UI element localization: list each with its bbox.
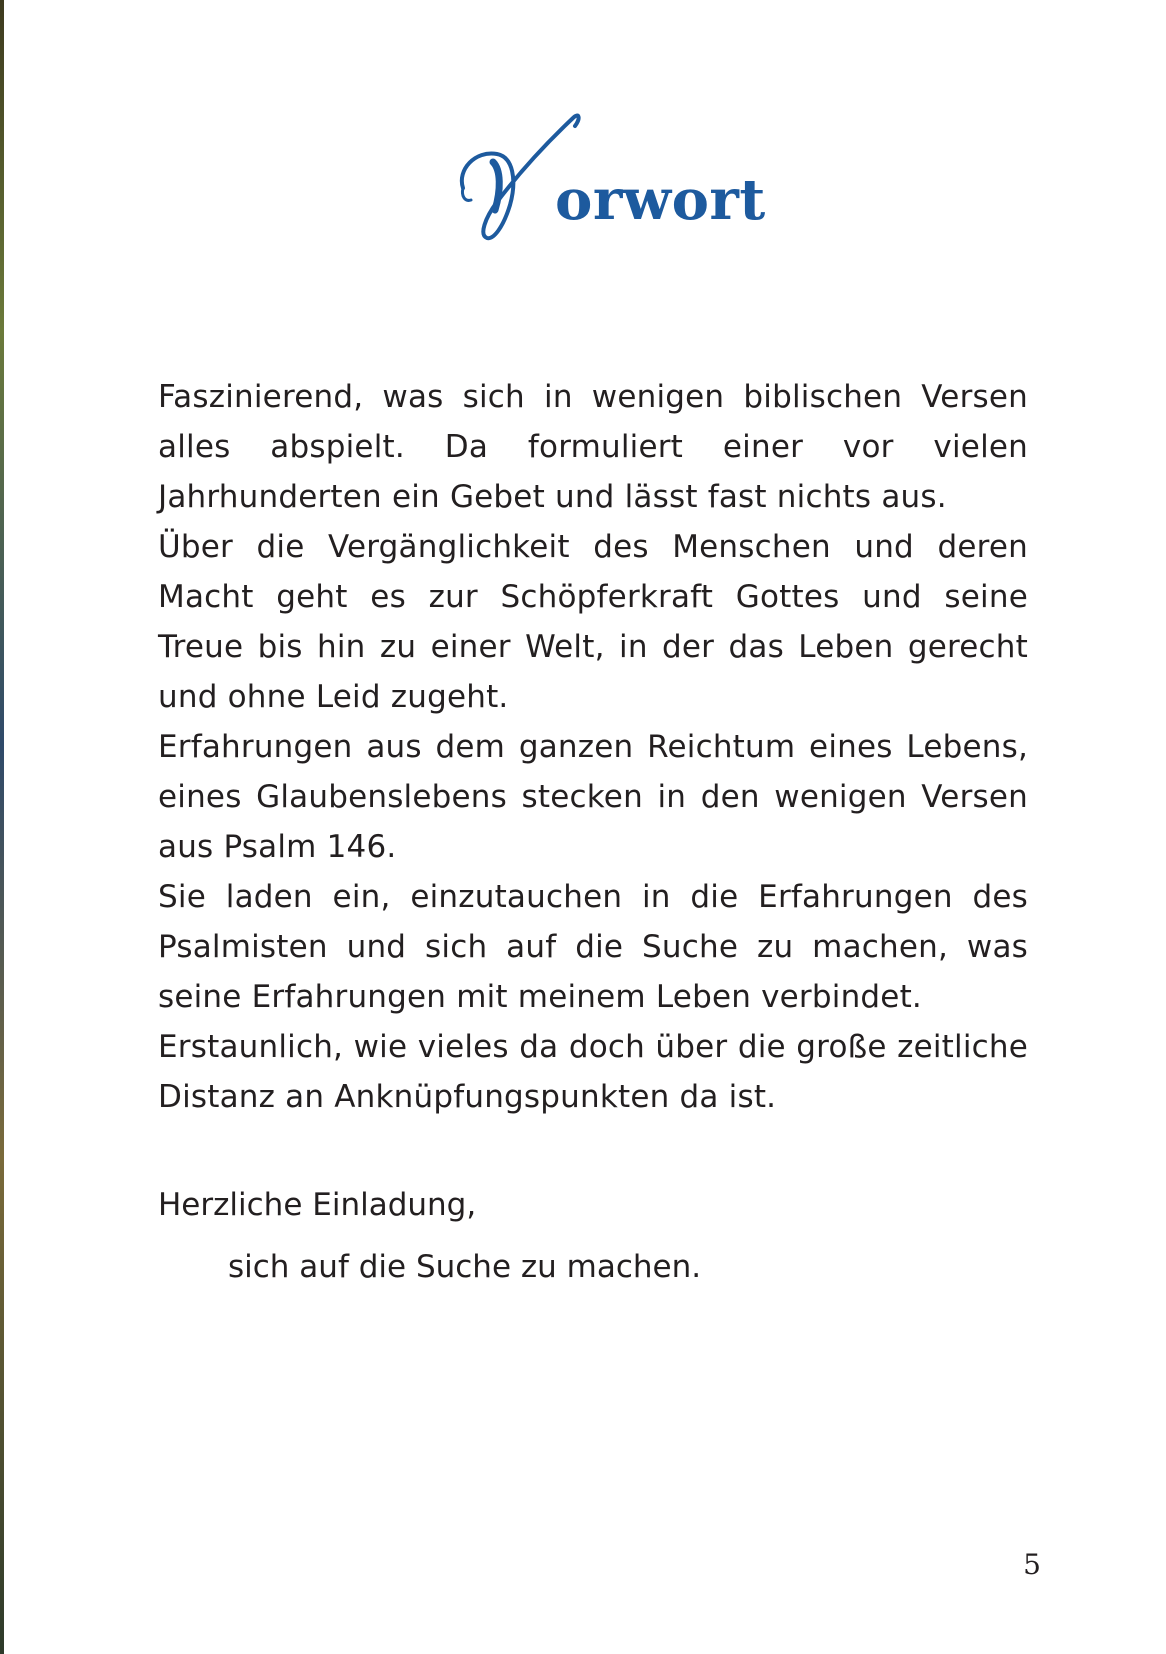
page-number: 5 xyxy=(1023,1548,1041,1581)
page-edge-strip xyxy=(0,0,4,1654)
closing xyxy=(158,1174,701,1298)
closing-line-1: Herzliche Einladung, xyxy=(158,1187,477,1223)
paragraph: Faszinierend, was sich in wenigen biblischen Versen alles abspielt. Da formuliert einer vor vielen Jahrhunderten ein Gebet und lässt fast nichts aus. xyxy=(158,379,1028,515)
closing-line-2: sich auf die Suche zu machen. xyxy=(228,1249,702,1285)
paragraph: Erstaunlich, wie vieles da doch über die große zeitliche Distanz an Anknüpfungspunkten da ist. xyxy=(158,1029,1028,1115)
body-text xyxy=(158,372,1028,1122)
chapter-title xyxy=(455,110,766,260)
paragraph: Über die Vergänglichkeit des Menschen und deren Macht geht es zur Schöpferkraft Gottes und seine Treue bis hin zu einer Welt, in der das Leben gerecht und ohne Leid zugeht. xyxy=(158,529,1028,715)
paragraph: Sie laden ein, einzutauchen in die Erfahrungen des Psalmisten und sich auf die Suche zu machen, was seine Erfahrungen mit meinem Leben verbindet. xyxy=(158,879,1028,1015)
paragraph: Erfahrungen aus dem ganzen Reichtum eines Lebens, eines Glaubenslebens stecken in den wenigen Versen aus Psalm 146. xyxy=(158,729,1028,865)
chapter-title-text: orwort xyxy=(555,167,766,233)
